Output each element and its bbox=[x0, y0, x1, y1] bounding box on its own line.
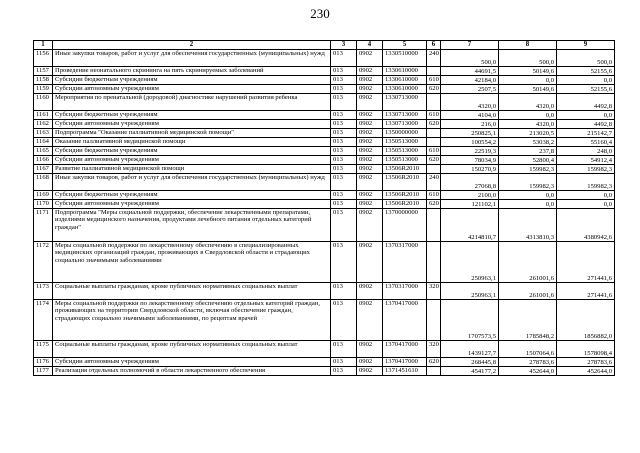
amount-col9: 4380942,6 bbox=[557, 209, 615, 242]
amount-col9: 271441,6 bbox=[557, 283, 615, 300]
row-name: Субсидии автономным учреждениям bbox=[53, 85, 331, 94]
section-code: 0902 bbox=[357, 50, 383, 67]
row-number: 1164 bbox=[34, 138, 53, 147]
ministry-code: 013 bbox=[331, 76, 357, 85]
amount-col7: 44691,5 bbox=[441, 67, 499, 76]
section-code: 0902 bbox=[357, 85, 383, 94]
amount-col9: 0,0 bbox=[557, 111, 615, 120]
expense-type-code: 610 bbox=[427, 111, 441, 120]
target-article-code: 1330713000 bbox=[383, 111, 427, 120]
section-code: 0902 bbox=[357, 94, 383, 111]
table-row bbox=[34, 283, 615, 300]
col-header: 5 bbox=[383, 41, 427, 50]
section-code: 0902 bbox=[357, 67, 383, 76]
expense-type-code bbox=[427, 67, 441, 76]
ministry-code: 013 bbox=[331, 209, 357, 242]
amount-col7: 454177,2 bbox=[441, 367, 499, 376]
page-number: 230 bbox=[310, 6, 330, 21]
table-row bbox=[34, 191, 615, 200]
section-code: 0902 bbox=[357, 358, 383, 367]
amount-col7: 4214810,7 bbox=[441, 209, 499, 242]
table-row bbox=[34, 156, 615, 165]
amount-col8: 237,8 bbox=[499, 147, 557, 156]
target-article-code: 1350513000 bbox=[383, 156, 427, 165]
expense-type-code: 620 bbox=[427, 200, 441, 209]
amount-col8: 213020,5 bbox=[499, 129, 557, 138]
row-name: Меры социальной поддержки по лекарственному обеспечению в специализированных медицинских организаций граждан, проживающих в Свердловской области и страдающих социально значимыми заболеваниями bbox=[53, 242, 331, 283]
amount-col9: 0,0 bbox=[557, 76, 615, 85]
target-article-code: 1330610000 bbox=[383, 67, 427, 76]
amount-col8: 452644,0 bbox=[499, 367, 557, 376]
header-row bbox=[34, 41, 615, 50]
row-number: 1162 bbox=[34, 120, 53, 129]
amount-col8: 4320,0 bbox=[499, 94, 557, 111]
row-number: 1167 bbox=[34, 165, 53, 174]
row-number: 1175 bbox=[34, 341, 53, 358]
target-article-code: 1370417000 bbox=[383, 300, 427, 341]
ministry-code: 013 bbox=[331, 191, 357, 200]
section-code: 0902 bbox=[357, 129, 383, 138]
amount-col7: 42184,0 bbox=[441, 76, 499, 85]
ministry-code: 013 bbox=[331, 358, 357, 367]
expense-type-code bbox=[427, 367, 441, 376]
amount-col9: 4492,8 bbox=[557, 120, 615, 129]
expense-type-code: 240 bbox=[427, 174, 441, 191]
amount-col8: 0,0 bbox=[499, 200, 557, 209]
row-name: Развитие паллиативной медицинской помощи bbox=[53, 165, 331, 174]
amount-col7: 78034,9 bbox=[441, 156, 499, 165]
amount-col7: 268445,8 bbox=[441, 358, 499, 367]
row-name: Меры социальной поддержки по лекарственному обеспечению отдельных категорий граждан, проживающих на территории Свердловской области, включая обеспечение граждан, страдающих социально значимыми заболеваниями, по рецептам врачей bbox=[53, 300, 331, 341]
ministry-code: 013 bbox=[331, 138, 357, 147]
section-code: 0902 bbox=[357, 209, 383, 242]
target-article-code: 1350513000 bbox=[383, 138, 427, 147]
section-code: 0902 bbox=[357, 76, 383, 85]
amount-col9: 52155,6 bbox=[557, 85, 615, 94]
expense-type-code: 610 bbox=[427, 191, 441, 200]
row-number: 1166 bbox=[34, 156, 53, 165]
row-name: Иные закупки товаров, работ и услуг для обеспечения государственных (муниципальных) нужд bbox=[53, 174, 331, 191]
section-code: 0902 bbox=[357, 147, 383, 156]
table-row bbox=[34, 300, 615, 341]
ministry-code: 013 bbox=[331, 94, 357, 111]
section-code: 0902 bbox=[357, 174, 383, 191]
amount-col9: 500,0 bbox=[557, 50, 615, 67]
amount-col8: 4320,0 bbox=[499, 120, 557, 129]
table-row bbox=[34, 209, 615, 242]
amount-col9: 54912,4 bbox=[557, 156, 615, 165]
amount-col9: 1578098,4 bbox=[557, 341, 615, 358]
ministry-code: 013 bbox=[331, 120, 357, 129]
row-number: 1172 bbox=[34, 242, 53, 283]
amount-col7: 100554,2 bbox=[441, 138, 499, 147]
row-name: Подпрограмма "Меры социальной поддержки, обеспечение лекарственными препаратами, изделиями медицинского назначения, продуктами лечебного питания отдельных категорий граждан" bbox=[53, 209, 331, 242]
table-row bbox=[34, 94, 615, 111]
row-number: 1165 bbox=[34, 147, 53, 156]
ministry-code: 013 bbox=[331, 242, 357, 283]
ministry-code: 013 bbox=[331, 111, 357, 120]
col-header: 3 bbox=[331, 41, 357, 50]
amount-col7: 2100,0 bbox=[441, 191, 499, 200]
target-article-code: 13506R2010 bbox=[383, 191, 427, 200]
amount-col8: 50149,6 bbox=[499, 67, 557, 76]
amount-col8: 50149,6 bbox=[499, 85, 557, 94]
table-row bbox=[34, 67, 615, 76]
row-number: 1160 bbox=[34, 94, 53, 111]
ministry-code: 013 bbox=[331, 200, 357, 209]
expense-type-code bbox=[427, 242, 441, 283]
target-article-code: 1350000000 bbox=[383, 129, 427, 138]
target-article-code: 13506R2010 bbox=[383, 165, 427, 174]
table-row bbox=[34, 174, 615, 191]
section-code: 0902 bbox=[357, 156, 383, 165]
amount-col8: 0,0 bbox=[499, 111, 557, 120]
table-row bbox=[34, 242, 615, 283]
amount-col9: 248,0 bbox=[557, 147, 615, 156]
amount-col7: 250825,1 bbox=[441, 129, 499, 138]
expense-type-code: 620 bbox=[427, 120, 441, 129]
expense-type-code: 320 bbox=[427, 283, 441, 300]
amount-col7: 150270,9 bbox=[441, 165, 499, 174]
ministry-code: 013 bbox=[331, 300, 357, 341]
row-name: Проведение неонатального скрининга на пять скринируемых заболеваний bbox=[53, 67, 331, 76]
amount-col8: 159982,3 bbox=[499, 174, 557, 191]
target-article-code: 13506R2010 bbox=[383, 200, 427, 209]
target-article-code: 1370000000 bbox=[383, 209, 427, 242]
target-article-code: 1370317000 bbox=[383, 283, 427, 300]
target-article-code: 1330713000 bbox=[383, 94, 427, 111]
target-article-code: 1371451610 bbox=[383, 367, 427, 376]
amount-col7: 216,0 bbox=[441, 120, 499, 129]
section-code: 0902 bbox=[357, 111, 383, 120]
amount-col9: 52155,6 bbox=[557, 67, 615, 76]
section-code: 0902 bbox=[357, 300, 383, 341]
row-number: 1170 bbox=[34, 200, 53, 209]
table-row bbox=[34, 129, 615, 138]
amount-col7: 22519,3 bbox=[441, 147, 499, 156]
row-name: Иные закупки товаров, работ и услуг для обеспечения государственных (муниципальных) нужд bbox=[53, 50, 331, 67]
target-article-code: 1330510000 bbox=[383, 50, 427, 67]
row-number: 1157 bbox=[34, 67, 53, 76]
row-name: Субсидии бюджетным учреждениям bbox=[53, 147, 331, 156]
section-code: 0902 bbox=[357, 367, 383, 376]
row-number: 1174 bbox=[34, 300, 53, 341]
table-row bbox=[34, 147, 615, 156]
amount-col8: 159982,3 bbox=[499, 165, 557, 174]
amount-col8: 52800,4 bbox=[499, 156, 557, 165]
row-name: Социальные выплаты гражданам, кроме публичных нормативных социальных выплат bbox=[53, 283, 331, 300]
amount-col7: 4104,0 bbox=[441, 111, 499, 120]
amount-col8: 53038,2 bbox=[499, 138, 557, 147]
table-row bbox=[34, 200, 615, 209]
table-row bbox=[34, 120, 615, 129]
row-name: Оказание паллиативной медицинской помощи bbox=[53, 138, 331, 147]
row-name: Реализация отдельных полномочий в области лекарственного обеспечения bbox=[53, 367, 331, 376]
amount-col7: 1707573,5 bbox=[441, 300, 499, 341]
amount-col9: 278783,6 bbox=[557, 358, 615, 367]
col-header: 1 bbox=[34, 41, 53, 50]
amount-col7: 500,0 bbox=[441, 50, 499, 67]
amount-col9: 159982,3 bbox=[557, 165, 615, 174]
amount-col7: 4320,0 bbox=[441, 94, 499, 111]
ministry-code: 013 bbox=[331, 85, 357, 94]
section-code: 0902 bbox=[357, 200, 383, 209]
row-number: 1158 bbox=[34, 76, 53, 85]
amount-col9: 452644,0 bbox=[557, 367, 615, 376]
row-name: Субсидии автономным учреждениям bbox=[53, 358, 331, 367]
amount-col7: 121102,1 bbox=[441, 200, 499, 209]
amount-col7: 250963,1 bbox=[441, 242, 499, 283]
expense-type-code: 320 bbox=[427, 341, 441, 358]
expense-type-code bbox=[427, 138, 441, 147]
amount-col7: 27068,8 bbox=[441, 174, 499, 191]
table-row bbox=[34, 358, 615, 367]
row-number: 1161 bbox=[34, 111, 53, 120]
expense-type-code bbox=[427, 165, 441, 174]
section-code: 0902 bbox=[357, 341, 383, 358]
section-code: 0902 bbox=[357, 191, 383, 200]
amount-col7: 250963,1 bbox=[441, 283, 499, 300]
table-body bbox=[34, 50, 615, 376]
ministry-code: 013 bbox=[331, 341, 357, 358]
expense-type-code bbox=[427, 129, 441, 138]
table-row bbox=[34, 367, 615, 376]
amount-col8: 278783,6 bbox=[499, 358, 557, 367]
target-article-code: 1330610000 bbox=[383, 85, 427, 94]
section-code: 0902 bbox=[357, 138, 383, 147]
target-article-code: 1370417000 bbox=[383, 358, 427, 367]
expense-type-code bbox=[427, 209, 441, 242]
expense-type-code bbox=[427, 94, 441, 111]
table-row bbox=[34, 85, 615, 94]
ministry-code: 013 bbox=[331, 67, 357, 76]
ministry-code: 013 bbox=[331, 367, 357, 376]
col-header: 7 bbox=[441, 41, 499, 50]
row-name: Подпрограмма "Оказание паллиативной медицинской помощи" bbox=[53, 129, 331, 138]
ministry-code: 013 bbox=[331, 174, 357, 191]
col-header: 6 bbox=[427, 41, 441, 50]
col-header: 8 bbox=[499, 41, 557, 50]
row-name: Социальные выплаты гражданам, кроме публичных нормативных социальных выплат bbox=[53, 341, 331, 358]
amount-col9: 0,0 bbox=[557, 191, 615, 200]
ministry-code: 013 bbox=[331, 165, 357, 174]
amount-col8: 4313810,3 bbox=[499, 209, 557, 242]
target-article-code: 1350513000 bbox=[383, 147, 427, 156]
expense-type-code: 610 bbox=[427, 147, 441, 156]
row-name: Субсидии бюджетным учреждениям bbox=[53, 191, 331, 200]
table-row bbox=[34, 165, 615, 174]
section-code: 0902 bbox=[357, 120, 383, 129]
amount-col8: 261001,6 bbox=[499, 242, 557, 283]
expense-type-code bbox=[427, 300, 441, 341]
row-number: 1177 bbox=[34, 367, 53, 376]
row-number: 1163 bbox=[34, 129, 53, 138]
row-name: Субсидии бюджетным учреждениям bbox=[53, 76, 331, 85]
row-number: 1159 bbox=[34, 85, 53, 94]
amount-col7: 2507,5 bbox=[441, 85, 499, 94]
ministry-code: 013 bbox=[331, 283, 357, 300]
row-number: 1173 bbox=[34, 283, 53, 300]
target-article-code: 1370317000 bbox=[383, 242, 427, 283]
amount-col8: 0,0 bbox=[499, 191, 557, 200]
row-number: 1171 bbox=[34, 209, 53, 242]
target-article-code: 1330713000 bbox=[383, 120, 427, 129]
amount-col9: 159982,3 bbox=[557, 174, 615, 191]
ministry-code: 013 bbox=[331, 147, 357, 156]
amount-col9: 271441,6 bbox=[557, 242, 615, 283]
amount-col7: 1439127,7 bbox=[441, 341, 499, 358]
col-header: 2 bbox=[53, 41, 331, 50]
row-name: Мероприятия по пренатальной (дородовой) диагностике нарушений развития ребенка bbox=[53, 94, 331, 111]
amount-col8: 0,0 bbox=[499, 76, 557, 85]
ministry-code: 013 bbox=[331, 50, 357, 67]
row-number: 1156 bbox=[34, 50, 53, 67]
amount-col9: 1856882,0 bbox=[557, 300, 615, 341]
table-row bbox=[34, 76, 615, 85]
expense-type-code: 620 bbox=[427, 85, 441, 94]
ministry-code: 013 bbox=[331, 129, 357, 138]
row-number: 1169 bbox=[34, 191, 53, 200]
expense-type-code: 240 bbox=[427, 50, 441, 67]
row-name: Субсидии автономным учреждениям bbox=[53, 156, 331, 165]
target-article-code: 13506R2010 bbox=[383, 174, 427, 191]
row-name: Субсидии автономным учреждениям bbox=[53, 120, 331, 129]
amount-col8: 1507064,6 bbox=[499, 341, 557, 358]
table-row bbox=[34, 50, 615, 67]
table-row bbox=[34, 111, 615, 120]
section-code: 0902 bbox=[357, 165, 383, 174]
row-number: 1168 bbox=[34, 174, 53, 191]
budget-table bbox=[33, 40, 615, 376]
row-name: Субсидии бюджетным учреждениям bbox=[53, 111, 331, 120]
row-number: 1176 bbox=[34, 358, 53, 367]
section-code: 0902 bbox=[357, 242, 383, 283]
table-row bbox=[34, 341, 615, 358]
amount-col9: 4492,8 bbox=[557, 94, 615, 111]
amount-col8: 1785848,2 bbox=[499, 300, 557, 341]
section-code: 0902 bbox=[357, 283, 383, 300]
col-header: 4 bbox=[357, 41, 383, 50]
table-row bbox=[34, 138, 615, 147]
expense-type-code: 620 bbox=[427, 156, 441, 165]
amount-col9: 215142,7 bbox=[557, 129, 615, 138]
expense-type-code: 610 bbox=[427, 76, 441, 85]
amount-col8: 500,0 bbox=[499, 50, 557, 67]
target-article-code: 1330610000 bbox=[383, 76, 427, 85]
row-name: Субсидии автономным учреждениям bbox=[53, 200, 331, 209]
amount-col9: 0,0 bbox=[557, 200, 615, 209]
target-article-code: 1370417000 bbox=[383, 341, 427, 358]
amount-col8: 261001,6 bbox=[499, 283, 557, 300]
col-header: 9 bbox=[557, 41, 615, 50]
expense-type-code: 620 bbox=[427, 358, 441, 367]
ministry-code: 013 bbox=[331, 156, 357, 165]
amount-col9: 55160,4 bbox=[557, 138, 615, 147]
